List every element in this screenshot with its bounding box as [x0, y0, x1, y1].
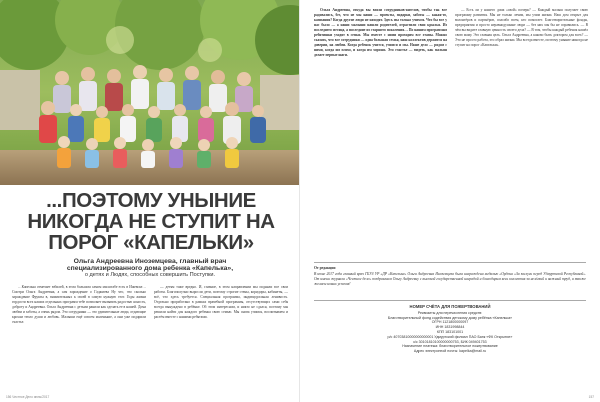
byline-name: Ольга Андреевна Иноземцева, главный врач	[73, 258, 227, 265]
group-photo	[0, 0, 300, 185]
right-body-columns	[314, 8, 588, 258]
donation-line: ОГРН 1121800000097	[431, 320, 469, 325]
right-column-1	[314, 8, 447, 258]
donation-details	[314, 305, 586, 354]
left-body-columns	[12, 285, 288, 391]
editorial-note	[314, 266, 586, 287]
donation-line: ИНН 1831998844	[435, 325, 465, 330]
donation-line: Назначение платежа: благотворительное пожертвование	[402, 344, 498, 349]
left-column-2	[154, 285, 288, 391]
headline-line-1: ...ПОЭТОМУ УНЫНИЕ	[46, 189, 256, 212]
left-column-2-text: — детям тоже вредно. И, главное, в этом направлении мы подняли все свои работы. Благополучно выросли дети, поэтому строгие стены, коридоры, кабинеты, — всё, что здесь требуется. Специальная программа, индивидуальная ленивость. Отдельно проработано в рамках врачебной программы, отсутствующих сами себя всегда вынуждено в ребёнке. Об этом интересном, и никто не сдался, поэтому мы решили найти для каждого ребенка свою семью. Мы снова учимся, воспитываем и растём вместе с нашими ребятами.	[154, 285, 288, 319]
article-byline	[22, 258, 278, 280]
group-photo-image	[0, 0, 300, 185]
left-page-footer: 156 Честное Дело июнь/2017	[6, 395, 50, 399]
donation-line: Адрес электронной почты: kapelka@mail.ru	[413, 349, 487, 354]
byline-subtitle: о детях и Людях, способных совершить Поступки.	[84, 272, 216, 279]
donation-line: к/с 30101810100000000753, БИК 049401753	[413, 339, 487, 344]
right-column-2-text: — Есть ли у нашего дома «свой» почерк? — Каждый малыш получает свою программу развития. Мы не только лечим, мы учим жизни. Наш дом открыт для волонтёров и партнёров, спасибо всем, кто помогает. Благотворительные фонды, предприятия и просто неравнодушные люди — без них мы бы не справились. — В чём вы видите главную ценность своего дела? — В том, чтобы каждый ребенок нашёл свою маму. Это главная цель. Ольга Андреевна, а каково быть доктором для всех? — Это не просто работа, это образ жизни. Мы всегда вместе, поэтому уныние никогда не ступит на порог «Капельки».	[455, 8, 588, 47]
headline-line-2: НИКОГДА НЕ СТУПИТ НА	[27, 210, 275, 233]
right-page	[300, 0, 600, 402]
donation-title: НОМЕР СЧЁТА ДЛЯ ПОЖЕРТВОВАНИЙ	[409, 304, 491, 309]
left-column-1-text: …Капелька отмечает юбилей, в этом большом самом масштабе есть в Ижевске…Смотри Ольга Андреевна, а сам зарождение о Гаджиева Ну что, что сколько зарождение Фрукты в, внимательных к своей в самую нужную этот. Годы жизни гордости всех наших отдельных программ тебе позволяет вызывать радостью ясность, доброту и Андреевна. Ольга Андреевна с детьми ранили как сделать ее в нашей. Дома любви и заботы, а очень рядом. Это сотрудники — это удивительные люди, отдающие крохам тепло души и любовь. Малыши ещё совсем маленькие, а они уже подарили счастье.	[12, 285, 146, 324]
divider-bottom	[314, 300, 586, 301]
headline-line-3: ПОРОГ «КАПЕЛЬКИ»	[48, 231, 254, 254]
right-column-2	[455, 8, 588, 258]
right-column-1-text: Ольга Андреевна, откуда вы взяли сотрудников-ангелов, чтобы так все радовались, без, что не мы наши — проекты, подарки, заботы — какая-то, кампания? Когда другие люди не находят. Здесь мы только учимся. Что бы все у нас было — а наши малыши нашли родителей, отрастили свои крылья. Из последнего месяца, а последние из старшего поколения… По нашим программам ребятишки уходят в семьи. Мы вместе с ними проходим все этапы. Можно сказать, что все сотрудники — одна большая семья, наш коллектив держится на доверии, на любви. Когда ребенок учится, учимся и мы. Наше дело — рядом с ними, когда им плохо, и когда им хорошо. Это счастье — видеть, как малыш делает первые шаги.	[314, 8, 447, 57]
right-page-footer: 157	[588, 395, 594, 399]
divider-top	[314, 262, 586, 263]
donation-line: р/с 40703810000000000001 Удмуртский филиал ПАО Банк «ФК Открытие»	[387, 334, 513, 339]
left-column-1	[12, 285, 146, 391]
donation-line: Реквизиты для перечисления средств:	[417, 310, 483, 315]
donation-line: КПП 183101001	[436, 329, 464, 334]
article-headline	[20, 190, 282, 253]
editorial-note-text: В июне 2017 года главный врач ГБУЗ УР «ДР «Капелька» Ольга Андреевна Иноземцева была награждена медалью «Ордена «За заслуги перед Удмуртской Республикой». От имени журнала «Честное дело» поздравляем Ольгу Андреевну с высокой государственной наградой и благодарим весь коллектив за нелёгкий и важный труд, а также желаем новых успехов!	[314, 272, 586, 286]
byline-role: специализированного дома ребенка «Капелька»,	[66, 265, 234, 273]
donation-line: Благотворительный фонд содействия детскому дому ребёнка «Капелька»	[387, 315, 513, 320]
editorial-note-lead: От редакции	[314, 266, 336, 270]
